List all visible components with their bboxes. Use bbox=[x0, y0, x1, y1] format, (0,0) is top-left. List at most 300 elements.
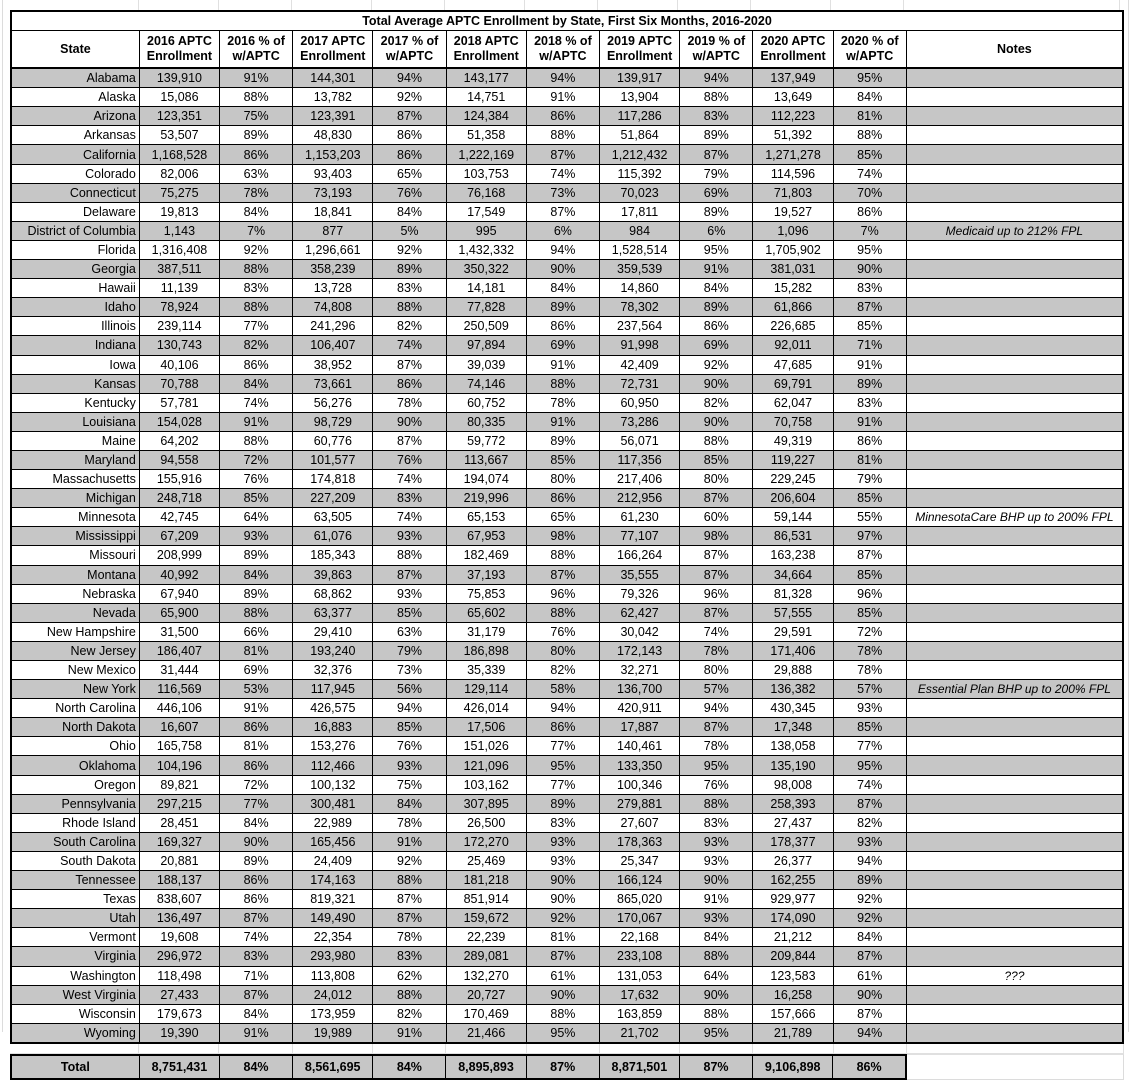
percent-cell[interactable]: 93% bbox=[373, 527, 446, 546]
enrollment-cell[interactable]: 17,811 bbox=[600, 202, 680, 221]
enrollment-cell[interactable]: 77,107 bbox=[600, 527, 680, 546]
note-cell[interactable] bbox=[906, 813, 1123, 832]
percent-cell[interactable]: 72% bbox=[220, 450, 293, 469]
state-cell[interactable]: Missouri bbox=[11, 546, 139, 565]
percent-cell[interactable]: 76% bbox=[526, 622, 599, 641]
note-cell[interactable] bbox=[906, 317, 1123, 336]
state-cell[interactable]: Florida bbox=[11, 240, 139, 259]
percent-cell[interactable]: 78% bbox=[680, 737, 753, 756]
state-cell[interactable]: California bbox=[11, 145, 139, 164]
enrollment-cell[interactable]: 170,067 bbox=[600, 909, 680, 928]
enrollment-cell[interactable]: 185,343 bbox=[293, 546, 373, 565]
percent-cell[interactable]: 77% bbox=[220, 794, 293, 813]
percent-cell[interactable]: 94% bbox=[526, 699, 599, 718]
note-cell[interactable] bbox=[906, 832, 1123, 851]
enrollment-cell[interactable]: 21,466 bbox=[446, 1023, 526, 1043]
enrollment-cell[interactable]: 60,776 bbox=[293, 431, 373, 450]
enrollment-cell[interactable]: 113,667 bbox=[446, 450, 526, 469]
enrollment-cell[interactable]: 117,356 bbox=[600, 450, 680, 469]
percent-cell[interactable]: 86% bbox=[526, 317, 599, 336]
state-cell[interactable]: North Dakota bbox=[11, 718, 139, 737]
percent-cell[interactable]: 88% bbox=[220, 298, 293, 317]
total-enrollment-cell[interactable]: 9,106,898 bbox=[753, 1055, 833, 1079]
enrollment-cell[interactable]: 21,212 bbox=[753, 928, 833, 947]
enrollment-cell[interactable]: 40,106 bbox=[139, 355, 219, 374]
percent-cell[interactable]: 65% bbox=[373, 164, 446, 183]
enrollment-cell[interactable]: 179,673 bbox=[139, 1004, 219, 1023]
percent-cell[interactable]: 84% bbox=[220, 813, 293, 832]
note-cell[interactable] bbox=[906, 260, 1123, 279]
total-enrollment-cell[interactable]: 8,751,431 bbox=[139, 1055, 219, 1079]
state-cell[interactable]: Louisiana bbox=[11, 412, 139, 431]
percent-cell[interactable]: 95% bbox=[833, 756, 906, 775]
percent-cell[interactable]: 95% bbox=[526, 756, 599, 775]
enrollment-cell[interactable]: 29,888 bbox=[753, 661, 833, 680]
state-cell[interactable]: Delaware bbox=[11, 202, 139, 221]
percent-cell[interactable]: 87% bbox=[680, 145, 753, 164]
enrollment-cell[interactable]: 62,427 bbox=[600, 603, 680, 622]
enrollment-cell[interactable]: 22,168 bbox=[600, 928, 680, 947]
enrollment-cell[interactable]: 165,456 bbox=[293, 832, 373, 851]
percent-cell[interactable]: 91% bbox=[680, 260, 753, 279]
enrollment-cell[interactable]: 98,008 bbox=[753, 775, 833, 794]
enrollment-cell[interactable]: 31,444 bbox=[139, 661, 219, 680]
enrollment-cell[interactable]: 24,012 bbox=[293, 985, 373, 1004]
state-cell[interactable]: Idaho bbox=[11, 298, 139, 317]
percent-cell[interactable]: 83% bbox=[373, 947, 446, 966]
enrollment-cell[interactable]: 165,758 bbox=[139, 737, 219, 756]
percent-cell[interactable]: 95% bbox=[833, 240, 906, 259]
note-cell[interactable] bbox=[906, 718, 1123, 737]
enrollment-cell[interactable]: 19,527 bbox=[753, 202, 833, 221]
enrollment-cell[interactable]: 101,577 bbox=[293, 450, 373, 469]
percent-cell[interactable]: 93% bbox=[680, 832, 753, 851]
percent-cell[interactable]: 86% bbox=[220, 756, 293, 775]
percent-cell[interactable]: 89% bbox=[526, 431, 599, 450]
enrollment-cell[interactable]: 56,071 bbox=[600, 431, 680, 450]
percent-cell[interactable]: 73% bbox=[526, 183, 599, 202]
percent-cell[interactable]: 92% bbox=[373, 240, 446, 259]
percent-cell[interactable]: 87% bbox=[373, 565, 446, 584]
enrollment-cell[interactable]: 139,910 bbox=[139, 68, 219, 88]
enrollment-cell[interactable]: 212,956 bbox=[600, 489, 680, 508]
enrollment-cell[interactable]: 73,286 bbox=[600, 412, 680, 431]
enrollment-cell[interactable]: 18,841 bbox=[293, 202, 373, 221]
enrollment-cell[interactable]: 279,881 bbox=[600, 794, 680, 813]
percent-cell[interactable]: 88% bbox=[220, 603, 293, 622]
note-cell[interactable] bbox=[906, 794, 1123, 813]
percent-cell[interactable]: 80% bbox=[680, 470, 753, 489]
percent-cell[interactable]: 88% bbox=[680, 431, 753, 450]
enrollment-cell[interactable]: 1,096 bbox=[753, 221, 833, 240]
note-cell[interactable] bbox=[906, 450, 1123, 469]
enrollment-cell[interactable]: 135,190 bbox=[753, 756, 833, 775]
enrollment-cell[interactable]: 67,209 bbox=[139, 527, 219, 546]
enrollment-cell[interactable]: 248,718 bbox=[139, 489, 219, 508]
enrollment-cell[interactable]: 19,989 bbox=[293, 1023, 373, 1043]
percent-cell[interactable]: 95% bbox=[833, 68, 906, 88]
percent-cell[interactable]: 91% bbox=[833, 355, 906, 374]
percent-cell[interactable]: 90% bbox=[680, 412, 753, 431]
enrollment-cell[interactable]: 446,106 bbox=[139, 699, 219, 718]
percent-cell[interactable]: 92% bbox=[680, 355, 753, 374]
enrollment-cell[interactable]: 171,406 bbox=[753, 641, 833, 660]
note-cell[interactable] bbox=[906, 68, 1123, 88]
enrollment-cell[interactable]: 182,469 bbox=[446, 546, 526, 565]
state-cell[interactable]: Mississippi bbox=[11, 527, 139, 546]
percent-cell[interactable]: 90% bbox=[526, 985, 599, 1004]
percent-cell[interactable]: 84% bbox=[680, 279, 753, 298]
percent-cell[interactable]: 84% bbox=[220, 1004, 293, 1023]
percent-cell[interactable]: 87% bbox=[373, 909, 446, 928]
enrollment-cell[interactable]: 57,781 bbox=[139, 393, 219, 412]
enrollment-cell[interactable]: 1,212,432 bbox=[600, 145, 680, 164]
percent-cell[interactable]: 58% bbox=[526, 680, 599, 699]
percent-cell[interactable]: 64% bbox=[680, 966, 753, 985]
state-cell[interactable]: Washington bbox=[11, 966, 139, 985]
state-cell[interactable]: Utah bbox=[11, 909, 139, 928]
enrollment-cell[interactable]: 11,139 bbox=[139, 279, 219, 298]
enrollment-cell[interactable]: 70,758 bbox=[753, 412, 833, 431]
enrollment-cell[interactable]: 163,859 bbox=[600, 1004, 680, 1023]
note-cell[interactable] bbox=[906, 126, 1123, 145]
percent-cell[interactable]: 75% bbox=[373, 775, 446, 794]
percent-cell[interactable]: 74% bbox=[373, 508, 446, 527]
enrollment-cell[interactable]: 13,649 bbox=[753, 88, 833, 107]
enrollment-cell[interactable]: 26,500 bbox=[446, 813, 526, 832]
enrollment-cell[interactable]: 208,999 bbox=[139, 546, 219, 565]
enrollment-cell[interactable]: 186,407 bbox=[139, 641, 219, 660]
enrollment-cell[interactable]: 174,163 bbox=[293, 871, 373, 890]
percent-cell[interactable]: 95% bbox=[680, 1023, 753, 1043]
enrollment-cell[interactable]: 25,347 bbox=[600, 851, 680, 870]
percent-cell[interactable]: 56% bbox=[373, 680, 446, 699]
note-cell[interactable] bbox=[906, 641, 1123, 660]
percent-cell[interactable]: 93% bbox=[680, 851, 753, 870]
note-cell[interactable] bbox=[906, 374, 1123, 393]
percent-cell[interactable]: 72% bbox=[220, 775, 293, 794]
enrollment-cell[interactable]: 27,607 bbox=[600, 813, 680, 832]
enrollment-cell[interactable]: 140,461 bbox=[600, 737, 680, 756]
note-cell[interactable] bbox=[906, 240, 1123, 259]
enrollment-cell[interactable]: 163,238 bbox=[753, 546, 833, 565]
enrollment-cell[interactable]: 155,916 bbox=[139, 470, 219, 489]
percent-cell[interactable]: 98% bbox=[680, 527, 753, 546]
percent-cell[interactable]: 86% bbox=[220, 718, 293, 737]
enrollment-cell[interactable]: 29,591 bbox=[753, 622, 833, 641]
enrollment-cell[interactable]: 387,511 bbox=[139, 260, 219, 279]
enrollment-cell[interactable]: 38,952 bbox=[293, 355, 373, 374]
enrollment-cell[interactable]: 94,558 bbox=[139, 450, 219, 469]
enrollment-cell[interactable]: 62,047 bbox=[753, 393, 833, 412]
percent-cell[interactable]: 86% bbox=[220, 871, 293, 890]
note-cell[interactable] bbox=[906, 699, 1123, 718]
enrollment-cell[interactable]: 15,282 bbox=[753, 279, 833, 298]
enrollment-cell[interactable]: 74,146 bbox=[446, 374, 526, 393]
note-cell[interactable] bbox=[906, 947, 1123, 966]
state-cell[interactable]: Georgia bbox=[11, 260, 139, 279]
percent-cell[interactable]: 86% bbox=[373, 126, 446, 145]
enrollment-cell[interactable]: 51,358 bbox=[446, 126, 526, 145]
percent-cell[interactable]: 88% bbox=[833, 126, 906, 145]
percent-cell[interactable]: 83% bbox=[373, 279, 446, 298]
note-cell[interactable]: Medicaid up to 212% FPL bbox=[906, 221, 1123, 240]
enrollment-cell[interactable]: 31,500 bbox=[139, 622, 219, 641]
enrollment-cell[interactable]: 1,222,169 bbox=[446, 145, 526, 164]
percent-cell[interactable]: 91% bbox=[526, 412, 599, 431]
enrollment-cell[interactable]: 166,264 bbox=[600, 546, 680, 565]
enrollment-cell[interactable]: 233,108 bbox=[600, 947, 680, 966]
enrollment-cell[interactable]: 239,114 bbox=[139, 317, 219, 336]
enrollment-cell[interactable]: 151,026 bbox=[446, 737, 526, 756]
percent-cell[interactable]: 77% bbox=[833, 737, 906, 756]
enrollment-cell[interactable]: 16,607 bbox=[139, 718, 219, 737]
percent-cell[interactable]: 7% bbox=[220, 221, 293, 240]
note-cell[interactable] bbox=[906, 890, 1123, 909]
percent-cell[interactable]: 93% bbox=[220, 527, 293, 546]
enrollment-cell[interactable]: 75,275 bbox=[139, 183, 219, 202]
enrollment-cell[interactable]: 157,666 bbox=[753, 1004, 833, 1023]
enrollment-cell[interactable]: 984 bbox=[600, 221, 680, 240]
enrollment-cell[interactable]: 136,382 bbox=[753, 680, 833, 699]
state-cell[interactable]: New Mexico bbox=[11, 661, 139, 680]
percent-cell[interactable]: 86% bbox=[373, 374, 446, 393]
enrollment-cell[interactable]: 307,895 bbox=[446, 794, 526, 813]
enrollment-cell[interactable]: 169,327 bbox=[139, 832, 219, 851]
enrollment-cell[interactable]: 1,271,278 bbox=[753, 145, 833, 164]
percent-cell[interactable]: 91% bbox=[220, 699, 293, 718]
state-cell[interactable]: Alabama bbox=[11, 68, 139, 88]
enrollment-cell[interactable]: 63,505 bbox=[293, 508, 373, 527]
state-cell[interactable]: Hawaii bbox=[11, 279, 139, 298]
enrollment-cell[interactable]: 24,409 bbox=[293, 851, 373, 870]
percent-cell[interactable]: 95% bbox=[680, 756, 753, 775]
enrollment-cell[interactable]: 219,996 bbox=[446, 489, 526, 508]
percent-cell[interactable]: 71% bbox=[220, 966, 293, 985]
total-enrollment-cell[interactable]: 8,561,695 bbox=[293, 1055, 373, 1079]
percent-cell[interactable]: 80% bbox=[680, 661, 753, 680]
percent-cell[interactable]: 91% bbox=[680, 890, 753, 909]
enrollment-cell[interactable]: 103,162 bbox=[446, 775, 526, 794]
percent-cell[interactable]: 91% bbox=[220, 412, 293, 431]
percent-cell[interactable]: 77% bbox=[526, 775, 599, 794]
enrollment-cell[interactable]: 159,672 bbox=[446, 909, 526, 928]
enrollment-cell[interactable]: 78,302 bbox=[600, 298, 680, 317]
percent-cell[interactable]: 76% bbox=[373, 183, 446, 202]
enrollment-cell[interactable]: 123,583 bbox=[753, 966, 833, 985]
total-percent-cell[interactable]: 87% bbox=[526, 1055, 599, 1079]
enrollment-cell[interactable]: 56,276 bbox=[293, 393, 373, 412]
enrollment-cell[interactable]: 115,392 bbox=[600, 164, 680, 183]
note-cell[interactable] bbox=[906, 107, 1123, 126]
percent-cell[interactable]: 6% bbox=[526, 221, 599, 240]
state-cell[interactable]: South Dakota bbox=[11, 851, 139, 870]
enrollment-cell[interactable]: 79,326 bbox=[600, 584, 680, 603]
state-cell[interactable]: Kansas bbox=[11, 374, 139, 393]
state-cell[interactable]: Arizona bbox=[11, 107, 139, 126]
enrollment-cell[interactable]: 186,898 bbox=[446, 641, 526, 660]
enrollment-cell[interactable]: 32,271 bbox=[600, 661, 680, 680]
enrollment-cell[interactable]: 82,006 bbox=[139, 164, 219, 183]
state-cell[interactable]: Nebraska bbox=[11, 584, 139, 603]
percent-cell[interactable]: 74% bbox=[373, 470, 446, 489]
enrollment-cell[interactable]: 69,791 bbox=[753, 374, 833, 393]
percent-cell[interactable]: 79% bbox=[680, 164, 753, 183]
enrollment-cell[interactable]: 42,409 bbox=[600, 355, 680, 374]
enrollment-cell[interactable]: 194,074 bbox=[446, 470, 526, 489]
state-cell[interactable]: Michigan bbox=[11, 489, 139, 508]
percent-cell[interactable]: 87% bbox=[833, 794, 906, 813]
note-cell[interactable] bbox=[906, 985, 1123, 1004]
enrollment-cell[interactable]: 420,911 bbox=[600, 699, 680, 718]
percent-cell[interactable]: 88% bbox=[220, 431, 293, 450]
enrollment-cell[interactable]: 181,218 bbox=[446, 871, 526, 890]
percent-cell[interactable]: 78% bbox=[833, 661, 906, 680]
note-cell[interactable] bbox=[906, 183, 1123, 202]
enrollment-cell[interactable]: 112,223 bbox=[753, 107, 833, 126]
state-cell[interactable]: Iowa bbox=[11, 355, 139, 374]
percent-cell[interactable]: 87% bbox=[526, 145, 599, 164]
percent-cell[interactable]: 6% bbox=[680, 221, 753, 240]
enrollment-cell[interactable]: 22,989 bbox=[293, 813, 373, 832]
state-cell[interactable]: Rhode Island bbox=[11, 813, 139, 832]
percent-cell[interactable]: 88% bbox=[680, 794, 753, 813]
enrollment-cell[interactable]: 293,980 bbox=[293, 947, 373, 966]
enrollment-cell[interactable]: 174,818 bbox=[293, 470, 373, 489]
percent-cell[interactable]: 88% bbox=[220, 260, 293, 279]
percent-cell[interactable]: 93% bbox=[680, 909, 753, 928]
state-cell[interactable]: Texas bbox=[11, 890, 139, 909]
percent-cell[interactable]: 61% bbox=[833, 966, 906, 985]
percent-cell[interactable]: 90% bbox=[680, 985, 753, 1004]
percent-cell[interactable]: 73% bbox=[373, 661, 446, 680]
note-cell[interactable] bbox=[906, 355, 1123, 374]
enrollment-cell[interactable]: 114,596 bbox=[753, 164, 833, 183]
percent-cell[interactable]: 90% bbox=[526, 890, 599, 909]
percent-cell[interactable]: 87% bbox=[373, 431, 446, 450]
note-cell[interactable] bbox=[906, 298, 1123, 317]
percent-cell[interactable]: 84% bbox=[833, 928, 906, 947]
enrollment-cell[interactable]: 359,539 bbox=[600, 260, 680, 279]
percent-cell[interactable]: 87% bbox=[373, 107, 446, 126]
percent-cell[interactable]: 79% bbox=[833, 470, 906, 489]
enrollment-cell[interactable]: 65,900 bbox=[139, 603, 219, 622]
percent-cell[interactable]: 85% bbox=[833, 317, 906, 336]
percent-cell[interactable]: 85% bbox=[680, 450, 753, 469]
percent-cell[interactable]: 88% bbox=[526, 603, 599, 622]
enrollment-cell[interactable]: 297,215 bbox=[139, 794, 219, 813]
state-cell[interactable]: Kentucky bbox=[11, 393, 139, 412]
enrollment-cell[interactable]: 22,354 bbox=[293, 928, 373, 947]
enrollment-cell[interactable]: 61,076 bbox=[293, 527, 373, 546]
note-cell[interactable] bbox=[906, 489, 1123, 508]
enrollment-cell[interactable]: 34,664 bbox=[753, 565, 833, 584]
enrollment-cell[interactable]: 13,728 bbox=[293, 279, 373, 298]
percent-cell[interactable]: 60% bbox=[680, 508, 753, 527]
enrollment-cell[interactable]: 16,883 bbox=[293, 718, 373, 737]
percent-cell[interactable]: 78% bbox=[526, 393, 599, 412]
enrollment-cell[interactable]: 19,390 bbox=[139, 1023, 219, 1043]
enrollment-cell[interactable]: 39,039 bbox=[446, 355, 526, 374]
state-cell[interactable]: Oregon bbox=[11, 775, 139, 794]
enrollment-cell[interactable]: 104,196 bbox=[139, 756, 219, 775]
enrollment-cell[interactable]: 73,193 bbox=[293, 183, 373, 202]
percent-cell[interactable]: 85% bbox=[833, 603, 906, 622]
percent-cell[interactable]: 94% bbox=[833, 851, 906, 870]
enrollment-cell[interactable]: 21,702 bbox=[600, 1023, 680, 1043]
percent-cell[interactable]: 85% bbox=[833, 718, 906, 737]
enrollment-cell[interactable]: 13,904 bbox=[600, 88, 680, 107]
percent-cell[interactable]: 91% bbox=[220, 68, 293, 88]
enrollment-cell[interactable]: 17,549 bbox=[446, 202, 526, 221]
percent-cell[interactable]: 90% bbox=[220, 832, 293, 851]
percent-cell[interactable]: 86% bbox=[220, 890, 293, 909]
percent-cell[interactable]: 92% bbox=[373, 88, 446, 107]
percent-cell[interactable]: 69% bbox=[220, 661, 293, 680]
total-percent-cell[interactable]: 84% bbox=[373, 1055, 446, 1079]
enrollment-cell[interactable]: 26,377 bbox=[753, 851, 833, 870]
enrollment-cell[interactable]: 1,316,408 bbox=[139, 240, 219, 259]
percent-cell[interactable]: 85% bbox=[833, 145, 906, 164]
percent-cell[interactable]: 78% bbox=[373, 813, 446, 832]
percent-cell[interactable]: 57% bbox=[833, 680, 906, 699]
note-cell[interactable] bbox=[906, 871, 1123, 890]
state-cell[interactable]: Arkansas bbox=[11, 126, 139, 145]
percent-cell[interactable]: 86% bbox=[373, 145, 446, 164]
enrollment-cell[interactable]: 16,258 bbox=[753, 985, 833, 1004]
enrollment-cell[interactable]: 71,803 bbox=[753, 183, 833, 202]
enrollment-cell[interactable]: 1,296,661 bbox=[293, 240, 373, 259]
enrollment-cell[interactable]: 227,209 bbox=[293, 489, 373, 508]
percent-cell[interactable]: 86% bbox=[526, 718, 599, 737]
percent-cell[interactable]: 85% bbox=[833, 565, 906, 584]
state-cell[interactable]: North Carolina bbox=[11, 699, 139, 718]
percent-cell[interactable]: 74% bbox=[373, 336, 446, 355]
enrollment-cell[interactable]: 61,230 bbox=[600, 508, 680, 527]
percent-cell[interactable]: 94% bbox=[833, 1023, 906, 1043]
percent-cell[interactable]: 93% bbox=[373, 756, 446, 775]
note-cell[interactable] bbox=[906, 202, 1123, 221]
percent-cell[interactable]: 70% bbox=[833, 183, 906, 202]
enrollment-cell[interactable]: 121,096 bbox=[446, 756, 526, 775]
enrollment-cell[interactable]: 929,977 bbox=[753, 890, 833, 909]
state-cell[interactable]: Montana bbox=[11, 565, 139, 584]
enrollment-cell[interactable]: 64,202 bbox=[139, 431, 219, 450]
enrollment-cell[interactable]: 136,497 bbox=[139, 909, 219, 928]
state-cell[interactable]: Nevada bbox=[11, 603, 139, 622]
enrollment-cell[interactable]: 170,469 bbox=[446, 1004, 526, 1023]
note-cell[interactable]: Essential Plan BHP up to 200% FPL bbox=[906, 680, 1123, 699]
enrollment-cell[interactable]: 65,153 bbox=[446, 508, 526, 527]
percent-cell[interactable]: 85% bbox=[220, 489, 293, 508]
state-cell[interactable]: Tennessee bbox=[11, 871, 139, 890]
percent-cell[interactable]: 92% bbox=[373, 851, 446, 870]
state-cell[interactable]: Ohio bbox=[11, 737, 139, 756]
percent-cell[interactable]: 65% bbox=[526, 508, 599, 527]
percent-cell[interactable]: 93% bbox=[526, 851, 599, 870]
note-cell[interactable] bbox=[906, 851, 1123, 870]
percent-cell[interactable]: 77% bbox=[220, 317, 293, 336]
percent-cell[interactable]: 88% bbox=[680, 947, 753, 966]
enrollment-cell[interactable]: 42,745 bbox=[139, 508, 219, 527]
percent-cell[interactable]: 62% bbox=[373, 966, 446, 985]
enrollment-cell[interactable]: 17,348 bbox=[753, 718, 833, 737]
percent-cell[interactable]: 63% bbox=[373, 622, 446, 641]
percent-cell[interactable]: 83% bbox=[373, 489, 446, 508]
enrollment-cell[interactable]: 106,407 bbox=[293, 336, 373, 355]
note-cell[interactable] bbox=[906, 431, 1123, 450]
percent-cell[interactable]: 94% bbox=[680, 68, 753, 88]
